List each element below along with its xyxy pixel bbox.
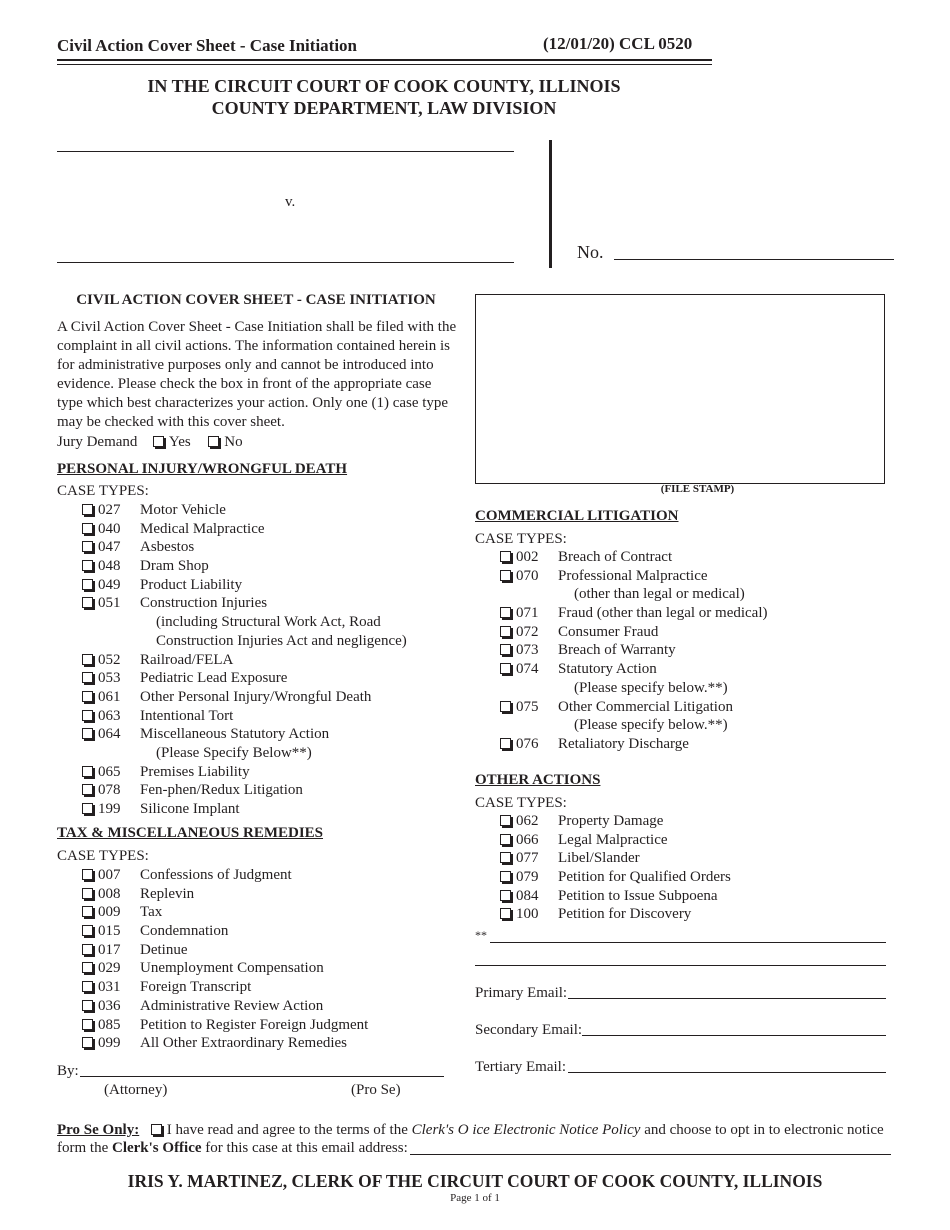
case-type-label: Petition for Discovery [558, 906, 692, 923]
case-type-076-checkbox[interactable] [500, 738, 511, 749]
case-type-code: 040 [98, 520, 121, 537]
case-type-code: 066 [516, 831, 539, 848]
case-type-070-checkbox[interactable] [500, 570, 511, 581]
case-type-code: 064 [98, 726, 121, 743]
case-type-074-checkbox[interactable] [500, 663, 511, 674]
signature-pro-se-label: (Pro Se) [351, 1082, 401, 1098]
secondary-email-field[interactable] [582, 1035, 886, 1036]
case-type-code: 071 [516, 605, 539, 622]
case-type-label: Miscellaneous Statutory Action [140, 726, 330, 743]
footer-clerk: IRIS Y. MARTINEZ, CLERK OF THE CIRCUIT COURT OF COOK COUNTY, ILLINOIS [127, 1171, 823, 1191]
case-type-073 [500, 641, 768, 660]
signature-attorney-label: (Attorney) [104, 1082, 168, 1098]
specify-line-1[interactable] [490, 942, 886, 943]
case-type-049 [82, 576, 407, 595]
case-type-code: 007 [98, 867, 121, 883]
case-type-077 [500, 849, 731, 868]
case-type-073-checkbox[interactable] [500, 644, 511, 655]
case-type-027 [82, 501, 407, 520]
case-type-072 [500, 623, 768, 642]
case-type-078-checkbox[interactable] [82, 784, 93, 795]
signature-by-label: By: [57, 1063, 79, 1079]
case-type-031 [82, 978, 368, 997]
case-type-199-checkbox[interactable] [82, 803, 93, 814]
case-type-070 [500, 567, 768, 586]
specify-marker: ** [475, 928, 487, 942]
case-type-label: Condemnation [140, 923, 229, 940]
secondary-email-label: Secondary Email: [475, 1022, 583, 1038]
defendant-line[interactable] [57, 262, 514, 263]
case-type-015 [82, 922, 368, 941]
case-type-label: Fraud (other than legal or medical) [558, 605, 768, 622]
pro-se-email-field[interactable] [410, 1154, 891, 1155]
header-rule-top [57, 59, 712, 61]
tax-misc-heading: TAX & MISCELLANEOUS REMEDIES [57, 825, 324, 841]
case-number-label: No. [577, 242, 604, 262]
jury-yes-label: Yes [168, 434, 191, 450]
case-type-061-checkbox[interactable] [82, 691, 93, 702]
case-type-code: 017 [98, 941, 121, 958]
case-type-015-checkbox[interactable] [82, 925, 93, 936]
case-type-label: Tax [140, 904, 163, 921]
case-type-label: Premises Liability [140, 763, 250, 780]
case-type-label: Libel/Slander [558, 850, 640, 867]
case-type-note: Construction Injuries Act and negligence) [156, 632, 407, 649]
case-type-label: Administrative Review Action [140, 997, 324, 1014]
case-type-label: Legal Malpractice [558, 831, 668, 848]
case-type-063 [82, 707, 407, 726]
commercial-list [500, 548, 768, 754]
case-type-017 [82, 941, 368, 960]
case-type-007-checkbox[interactable] [82, 869, 93, 880]
case-type-048-checkbox[interactable] [82, 560, 93, 571]
case-type-074 [500, 660, 768, 679]
pro-se-text-2: and choose to opt in to electronic notice [644, 1122, 884, 1138]
other-actions-list [500, 812, 731, 924]
case-type-label: Statutory Action [558, 661, 657, 678]
footer-page-number: Page 1 of 1 [450, 1192, 500, 1204]
intro-text: A Civil Action Cover Sheet - Case Initiation shall be filed with the complaint in all civil actions. The information contained herein is for administrative purposes only and cannot be introduced into evidence. Please check the box in front of the appropriate case type which best characterizes your action. Only one (1) case type may be checked with this cover sheet. [57, 319, 457, 430]
case-type-label: Pediatric Lead Exposure [140, 670, 288, 687]
case-type-label: Petition for Qualified Orders [558, 869, 731, 886]
case-type-047-checkbox[interactable] [82, 541, 93, 552]
case-type-label: Breach of Contract [558, 549, 673, 565]
case-type-072-checkbox[interactable] [500, 626, 511, 637]
plaintiff-line[interactable] [57, 151, 514, 152]
case-type-084 [500, 887, 731, 906]
case-type-007 [82, 866, 368, 885]
case-type-036-checkbox[interactable] [82, 1000, 93, 1011]
case-type-047 [82, 538, 407, 557]
case-type-099 [82, 1034, 368, 1053]
case-type-code: 070 [516, 567, 539, 584]
other-actions-heading: OTHER ACTIONS [475, 772, 601, 788]
case-type-051-checkbox[interactable] [82, 597, 93, 608]
case-type-label: Detinue [140, 941, 188, 958]
jury-no-checkbox[interactable] [208, 436, 219, 447]
case-type-031-checkbox[interactable] [82, 981, 93, 992]
tertiary-email-field[interactable] [568, 1072, 886, 1073]
signature-by [57, 1062, 79, 1081]
case-type-code: 062 [516, 813, 539, 829]
case-type-label: Consumer Fraud [558, 623, 659, 640]
notice-policy-link[interactable]: Clerk's O ice Electronic Notice Policy [411, 1122, 641, 1138]
case-type-code: 052 [98, 651, 121, 668]
case-type-code: 099 [98, 1035, 121, 1052]
case-type-071 [500, 604, 768, 623]
case-type-061 [82, 688, 407, 707]
primary-email-label: Primary Email: [475, 985, 568, 1001]
case-type-029 [82, 959, 368, 978]
case-type-label: Motor Vehicle [140, 502, 226, 518]
case-type-002 [500, 548, 768, 567]
case-type-label: Confessions of Judgment [140, 867, 292, 883]
case-type-code: 072 [516, 623, 539, 640]
case-type-label: Breach of Warranty [558, 642, 676, 659]
pro-se-text-1: I have read and agree to the terms of the [166, 1122, 408, 1138]
case-type-code: 085 [98, 1016, 121, 1033]
jury-no-label: No [224, 434, 243, 450]
case-type-199 [82, 800, 407, 819]
case-type-002-checkbox[interactable] [500, 551, 511, 562]
case-type-code: 061 [98, 688, 121, 705]
other-actions-case-types-label: CASE TYPES: [475, 795, 567, 811]
form-title: Civil Action Cover Sheet - Case Initiation [57, 36, 358, 55]
case-type-code: 075 [516, 698, 539, 715]
case-type-code: 015 [98, 923, 121, 940]
case-type-051 [82, 594, 407, 613]
case-type-065-checkbox[interactable] [82, 766, 93, 777]
case-type-085-checkbox[interactable] [82, 1019, 93, 1030]
case-type-label: Foreign Transcript [140, 979, 252, 996]
case-type-048 [82, 557, 407, 576]
commercial-case-types-label: CASE TYPES: [475, 531, 567, 547]
case-type-029-checkbox[interactable] [82, 962, 93, 973]
case-type-027-checkbox[interactable] [82, 504, 93, 515]
case-type-079-checkbox[interactable] [500, 871, 511, 882]
case-type-label: Intentional Tort [140, 707, 234, 724]
case-type-008 [82, 885, 368, 904]
intro-title: CIVIL ACTION COVER SHEET - CASE INITIATION [76, 292, 436, 308]
case-type-099-checkbox[interactable] [82, 1037, 93, 1048]
header-rule-bottom [57, 64, 712, 65]
case-type-062-checkbox[interactable] [500, 815, 511, 826]
case-type-label: Fen-phen/Redux Litigation [140, 782, 303, 799]
case-type-062 [500, 812, 731, 831]
case-type-label: Product Liability [140, 576, 243, 593]
case-type-052-checkbox[interactable] [82, 654, 93, 665]
case-type-label: Railroad/FELA [140, 651, 234, 668]
case-type-075-checkbox[interactable] [500, 701, 511, 712]
case-type-code: 002 [516, 549, 539, 565]
case-type-063-checkbox[interactable] [82, 710, 93, 721]
case-type-code: 047 [98, 539, 121, 556]
case-type-code: 100 [516, 906, 539, 923]
specify-line-2[interactable] [475, 965, 886, 966]
court-division: COUNTY DEPARTMENT, LAW DIVISION [211, 98, 557, 118]
tax-misc-list [82, 866, 368, 1053]
case-type-071-checkbox[interactable] [500, 607, 511, 618]
case-type-100-checkbox[interactable] [500, 908, 511, 919]
case-type-052 [82, 651, 407, 670]
case-type-code: 076 [516, 735, 539, 752]
case-type-label: Retaliatory Discharge [558, 735, 689, 752]
case-type-code: 048 [98, 558, 121, 575]
tax-misc-case-types-label: CASE TYPES: [57, 848, 149, 864]
jury-demand-label: Jury Demand [57, 434, 138, 450]
case-type-note: (Please Specify Below**) [156, 744, 312, 761]
case-type-078 [82, 781, 407, 800]
case-type-label: Construction Injuries [140, 595, 268, 612]
pro-se-line-2 [57, 1139, 408, 1158]
case-type-040-checkbox[interactable] [82, 523, 93, 534]
case-type-code: 029 [98, 960, 121, 977]
case-type-label: Other Commercial Litigation [558, 698, 733, 715]
case-type-label: Property Damage [558, 813, 664, 829]
personal-injury-heading: PERSONAL INJURY/WRONGFUL DEATH [57, 461, 348, 477]
pro-se-line2-start: form the [57, 1140, 109, 1156]
case-type-066-checkbox[interactable] [500, 834, 511, 845]
case-type-code: 049 [98, 576, 121, 593]
case-type-code: 027 [98, 502, 121, 518]
case-type-label: All Other Extraordinary Remedies [140, 1035, 348, 1052]
case-type-040 [82, 520, 407, 539]
case-type-code: 065 [98, 763, 121, 780]
case-type-code: 077 [516, 850, 539, 867]
file-stamp-box[interactable] [475, 294, 885, 484]
case-type-note: (other than legal or medical) [574, 586, 745, 603]
case-type-036 [82, 997, 368, 1016]
case-type-009 [82, 903, 368, 922]
case-type-076 [500, 735, 768, 754]
case-type-label: Medical Malpractice [140, 520, 265, 537]
case-type-label: Professional Malpractice [558, 567, 708, 584]
caption-divider [549, 140, 552, 268]
case-type-084-checkbox[interactable] [500, 890, 511, 901]
case-type-code: 078 [98, 782, 121, 799]
case-type-note: (including Structural Work Act, Road [156, 614, 381, 631]
case-type-code: 073 [516, 642, 539, 659]
case-type-065 [82, 763, 407, 782]
case-type-code: 074 [516, 661, 539, 678]
case-type-079 [500, 868, 731, 887]
versus-label: v. [285, 194, 296, 210]
court-name: IN THE CIRCUIT COURT OF COOK COUNTY, ILLINOIS [147, 76, 621, 96]
jury-demand [57, 433, 243, 452]
case-type-085 [82, 1016, 368, 1035]
case-type-code: 084 [516, 887, 539, 904]
case-type-code: 063 [98, 707, 121, 724]
personal-injury-case-types-label: CASE TYPES: [57, 483, 149, 499]
case-type-049-checkbox[interactable] [82, 579, 93, 590]
case-type-code: 031 [98, 979, 121, 996]
case-type-label: Petition to Issue Subpoena [558, 887, 718, 904]
pro-se-line2-end: for this case at this email address: [205, 1140, 408, 1156]
case-type-075 [500, 698, 768, 717]
case-type-008-checkbox[interactable] [82, 888, 93, 899]
case-type-label: Asbestos [140, 539, 195, 556]
case-type-064-checkbox[interactable] [82, 728, 93, 739]
case-type-100 [500, 905, 731, 924]
case-type-label: Unemployment Compensation [140, 960, 324, 977]
case-type-code: 008 [98, 885, 121, 902]
case-type-066 [500, 831, 731, 850]
commercial-heading: COMMERCIAL LITIGATION [475, 508, 679, 524]
case-type-077-checkbox[interactable] [500, 852, 511, 863]
tertiary-email-label: Tertiary Email: [475, 1059, 566, 1075]
jury-yes-checkbox[interactable] [153, 436, 164, 447]
case-type-064 [82, 725, 407, 744]
case-type-label: Replevin [140, 885, 195, 902]
case-type-label: Other Personal Injury/Wrongful Death [140, 688, 372, 705]
case-number-field[interactable] [614, 259, 894, 260]
case-type-note: (Please specify below.**) [574, 717, 728, 734]
case-type-code: 079 [516, 869, 539, 886]
case-type-053-checkbox[interactable] [82, 672, 93, 683]
case-type-label: Silicone Implant [140, 801, 240, 817]
case-type-code: 053 [98, 670, 121, 687]
form-id: (12/01/20) CCL 0520 [543, 34, 693, 53]
primary-email-field[interactable] [568, 998, 886, 999]
pro-se-checkbox[interactable] [151, 1124, 162, 1135]
file-stamp-label: (FILE STAMP) [660, 483, 735, 495]
case-type-code: 051 [98, 595, 121, 612]
case-type-label: Dram Shop [140, 558, 209, 575]
pro-se-label: Pro Se Only: [57, 1122, 140, 1138]
case-type-017-checkbox[interactable] [82, 944, 93, 955]
case-type-code: 009 [98, 904, 121, 921]
pro-se-line-1 [57, 1121, 884, 1140]
signature-line[interactable] [80, 1076, 444, 1077]
clerk-office: Clerk's Office [111, 1140, 202, 1156]
case-type-code: 036 [98, 997, 121, 1014]
case-type-053 [82, 669, 407, 688]
personal-injury-list [82, 501, 407, 819]
case-type-note: (Please specify below.**) [574, 679, 728, 696]
case-type-code: 199 [98, 801, 121, 817]
case-type-label: Petition to Register Foreign Judgment [140, 1016, 369, 1033]
case-type-009-checkbox[interactable] [82, 906, 93, 917]
